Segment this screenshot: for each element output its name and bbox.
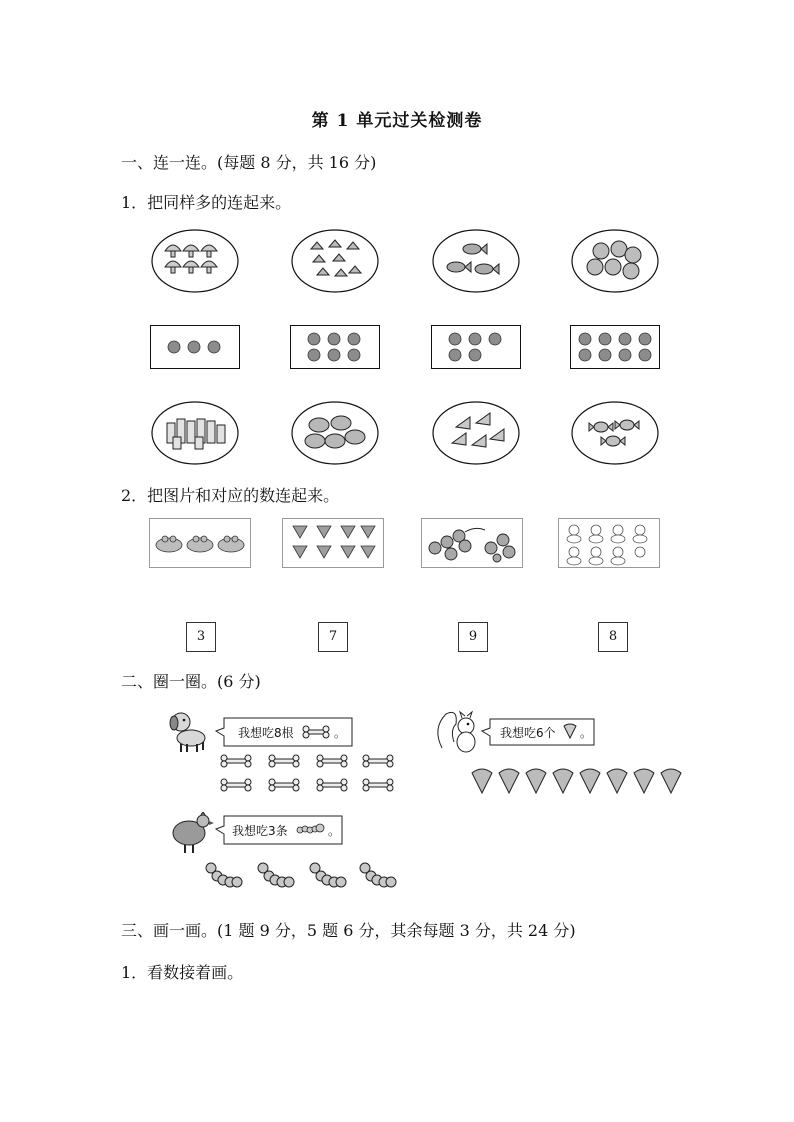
pinecones-row — [470, 765, 684, 797]
hen-icon — [167, 809, 215, 855]
bottles-group — [151, 401, 239, 465]
caterpillar-icon — [296, 822, 326, 836]
dot-box-5 — [431, 325, 521, 369]
pinecone-icon — [562, 722, 578, 740]
bone-icon — [221, 779, 251, 791]
section1-heading: 一、连一连。(每题 8 分，共 16 分) — [121, 153, 377, 172]
mushrooms-group — [151, 229, 239, 293]
number-box-8[interactable]: 8 — [598, 622, 628, 652]
bone-icon — [363, 779, 393, 791]
potatoes-group — [291, 401, 379, 465]
question-1-2: 2．把图片和对应的数连起来。 — [121, 486, 340, 505]
pinecone-icon — [472, 769, 492, 793]
section3-heading: 三、画一画。(1 题 9 分，5 题 6 分，其余每题 3 分，共 24 分) — [121, 921, 576, 940]
bone-icon — [269, 779, 299, 791]
question-3-1: 1．看数接着画。 — [121, 963, 244, 982]
nest-icon — [156, 536, 244, 552]
number-box-7[interactable]: 7 — [318, 622, 348, 652]
pinecone-icon — [553, 769, 573, 793]
apples-group — [571, 229, 659, 293]
apple-icon — [587, 241, 641, 279]
bone-icon — [317, 779, 347, 791]
pinecone-icon — [499, 769, 519, 793]
cake-slices-group — [432, 401, 520, 465]
seashells-group — [291, 229, 379, 293]
caterpillar-icon — [310, 863, 346, 887]
caterpillar-icon — [258, 863, 294, 887]
squirrel-speech-text: 我想吃6个 — [500, 726, 556, 740]
page-title: 第 1 单元过关检测卷 — [311, 111, 483, 131]
number-box-3[interactable]: 3 — [186, 622, 216, 652]
caterpillar-icon — [360, 863, 396, 887]
bone-icon — [302, 726, 330, 738]
dot-box-6 — [290, 325, 380, 369]
caterpillars-row — [205, 860, 405, 894]
pinecone-icon — [661, 769, 681, 793]
candies-group — [571, 401, 659, 465]
section2-heading: 二、圈一圈。(6 分) — [121, 672, 261, 691]
squirrel-icon — [432, 706, 482, 756]
number-box-9[interactable]: 9 — [458, 622, 488, 652]
bone-icon — [317, 755, 347, 767]
dog-speech-end: 。 — [334, 726, 347, 740]
fish-group — [432, 229, 520, 293]
pinecone-icon — [634, 769, 654, 793]
bone-icon — [269, 755, 299, 767]
bone-icon — [363, 755, 393, 767]
strawberries-card — [282, 518, 384, 568]
dot-box-3 — [150, 325, 240, 369]
pinecone-icon — [526, 769, 546, 793]
chicks-card — [558, 518, 660, 568]
dot-box-8 — [570, 325, 660, 369]
bones-row — [219, 754, 395, 794]
pinecone-icon — [580, 769, 600, 793]
caterpillar-icon — [206, 863, 242, 887]
dog-icon — [165, 708, 215, 754]
nests-card — [149, 518, 251, 568]
grapes-card — [421, 518, 523, 568]
hen-speech-end: 。 — [328, 824, 341, 838]
dog-speech-text: 我想吃8根 — [238, 726, 294, 740]
bone-icon — [221, 755, 251, 767]
squirrel-speech-end: 。 — [580, 726, 593, 740]
question-1-1: 1．把同样多的连起来。 — [121, 193, 292, 212]
hen-speech-text: 我想吃3条 — [232, 824, 288, 838]
pinecone-icon — [607, 769, 627, 793]
